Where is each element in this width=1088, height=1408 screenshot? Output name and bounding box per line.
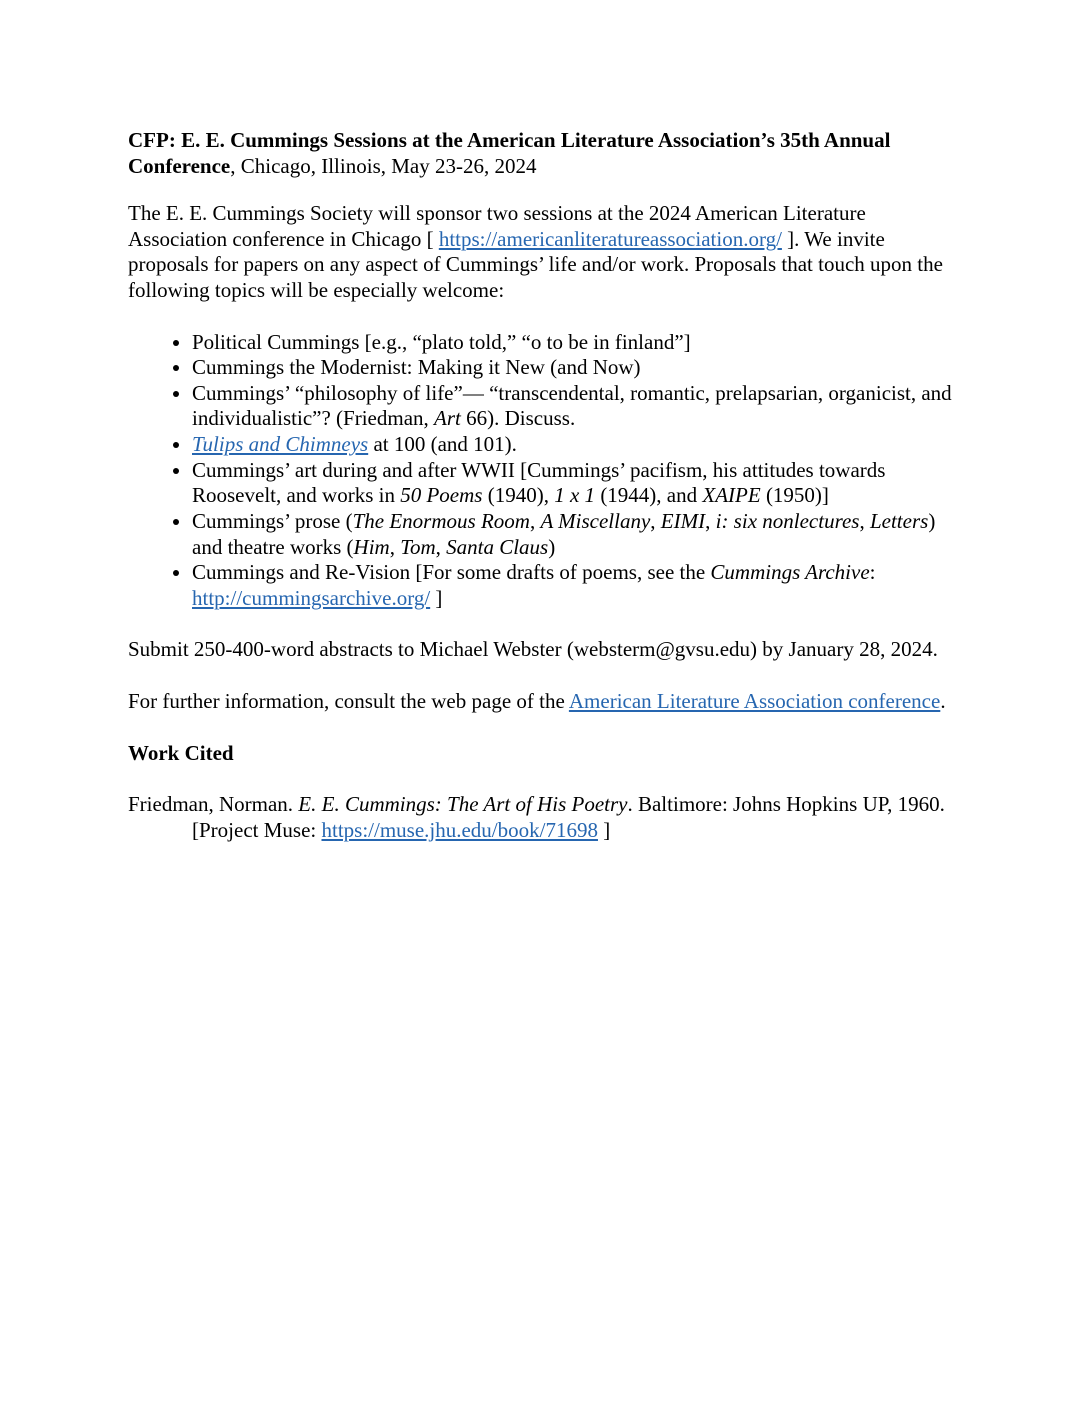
- further-info-paragraph: [128, 689, 960, 715]
- text-run: Friedman, Norman.: [128, 792, 299, 817]
- text-run: Political Cummings [e.g., “plato told,” “o to be in finland”]: [192, 329, 691, 354]
- work-cited-heading: Work Cited: [128, 740, 234, 765]
- text-run: :: [869, 560, 876, 585]
- text-run: ,: [859, 508, 870, 533]
- text-run: Submit 250-400-word abstracts to Michael Webster (websterm@gvsu.edu) by January 28, 2024.: [128, 637, 938, 662]
- text-run: Santa Claus: [446, 534, 549, 559]
- topics-list: [128, 330, 960, 612]
- text-run: (1950)]: [760, 483, 829, 508]
- text-run: Art: [434, 406, 461, 431]
- submission-paragraph: [128, 637, 960, 663]
- text-run: .: [940, 688, 946, 713]
- topic-item: [192, 458, 960, 509]
- citation: [128, 792, 960, 843]
- intro-paragraph: [128, 201, 960, 303]
- hyperlink[interactable]: Tulips and Chimneys: [192, 432, 369, 457]
- text-run: ,: [705, 508, 716, 533]
- topic-item: [192, 560, 960, 611]
- text-run: at 100 (and 101).: [368, 432, 517, 457]
- topic-item: [192, 330, 960, 356]
- text-run: ]. We invite proposals for papers on any aspect of Cummings’ life and/or work. Proposals that touch upon the following topics will be especially welcome:: [128, 226, 943, 303]
- text-run: (1940),: [482, 483, 555, 508]
- text-run: i: six nonlectures: [715, 508, 860, 533]
- document-title: [128, 128, 960, 179]
- topic-item: [192, 355, 960, 381]
- text-run: Cummings and Re-Vision [For some drafts of poems, see the: [192, 560, 711, 585]
- topic-item: [192, 432, 960, 458]
- hyperlink[interactable]: https://americanliteratureassociation.org/: [438, 226, 782, 251]
- text-run: Cummings’ art during and after WWII [Cummings’ pacifism, his attitudes towards Roosevelt, and works in: [192, 457, 886, 508]
- text-run: E. E. Cummings: The Art of His Poetry: [298, 792, 628, 817]
- text-run: 1 x 1: [554, 483, 596, 508]
- topic-item: [192, 509, 960, 560]
- text-run: The E. E. Cummings Society will sponsor two sessions at the 2024 American Literature Association conference in Chicago [: [128, 201, 866, 251]
- text-run: 66). Discuss.: [460, 406, 576, 431]
- text-run: Him: [353, 534, 390, 559]
- text-run: ]: [597, 817, 611, 842]
- text-run: . Baltimore: Johns Hopkins UP, 1960. [Project Muse:: [192, 792, 945, 842]
- text-run: Cummings Archive: [710, 560, 870, 585]
- topic-item: [192, 381, 960, 432]
- text-run: XAIPE: [702, 483, 761, 508]
- text-run: ]: [430, 585, 443, 610]
- text-run: Letters: [869, 508, 929, 533]
- text-run: CFP: E. E. Cummings Sessions at the American Literature Association’s 35th Annual Conference: [128, 128, 891, 178]
- text-run: EIMI: [660, 508, 706, 533]
- text-run: For further information, consult the web page of the: [128, 688, 569, 713]
- text-run: (1944), and: [595, 483, 703, 508]
- text-run: A Miscellany: [540, 508, 651, 533]
- text-run: ,: [650, 508, 661, 533]
- text-run: The Enormous Room: [352, 508, 530, 533]
- hyperlink[interactable]: https://muse.jhu.edu/book/71698: [321, 817, 598, 842]
- hyperlink[interactable]: http://cummingsarchive.org/: [192, 585, 431, 610]
- text-run: Cummings’ “philosophy of life”— “transcendental, romantic, prelapsarian, organicist, and individualistic”? (Friedman,: [192, 380, 952, 431]
- text-run: Tom: [400, 534, 436, 559]
- text-run: ,: [435, 534, 447, 559]
- text-run: Cummings’ prose (: [192, 508, 353, 533]
- text-run: ,: [529, 508, 541, 533]
- text-run: 50 Poems: [400, 483, 483, 508]
- text-run: ) and theatre works (: [192, 508, 936, 559]
- hyperlink[interactable]: American Literature Association conference: [568, 688, 941, 713]
- text-run: , Chicago, Illinois, May 23-26, 2024: [230, 153, 537, 178]
- text-run: ): [548, 534, 556, 559]
- text-run: ,: [389, 534, 401, 559]
- text-run: Cummings the Modernist: Making it New (and Now): [192, 355, 641, 380]
